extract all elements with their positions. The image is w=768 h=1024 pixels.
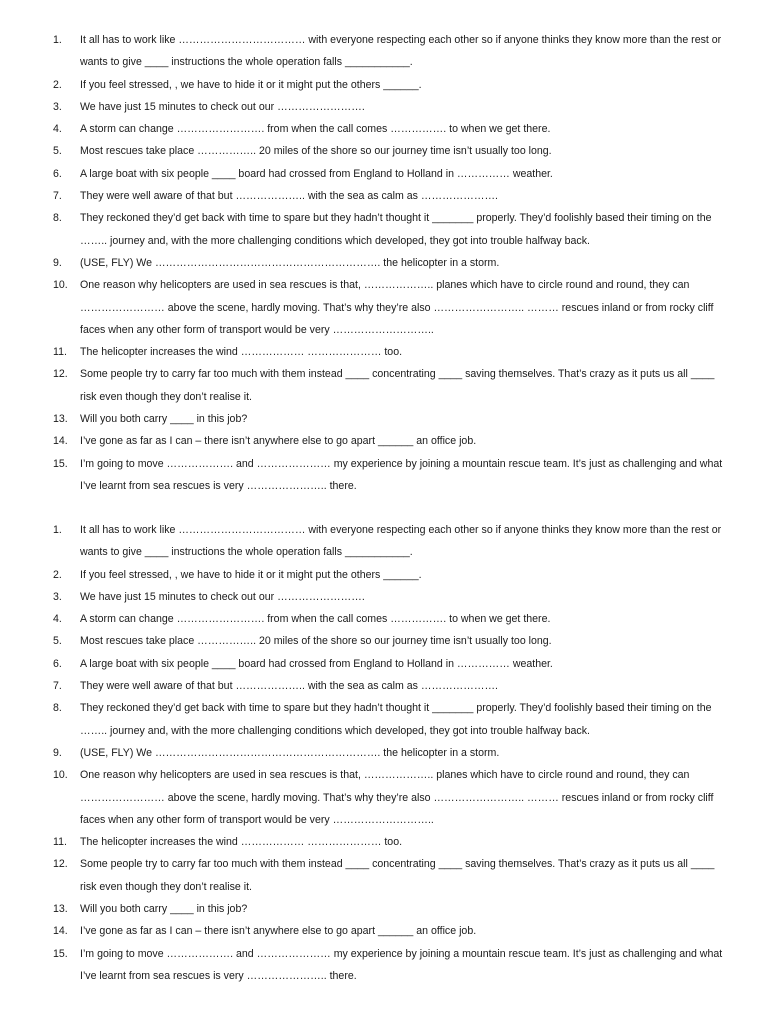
question-text: If you feel stressed, , we have to hide it or it might put the others ______. [80,568,422,581]
question-item [0,453,768,498]
question-number: 4. [53,613,62,626]
question-number: 11. [53,346,67,359]
question-number: 9. [53,746,62,759]
question-item [0,653,768,675]
question-number: 13. [53,903,68,916]
question-text: A storm can change ……………………. from when the call comes ……………. to when we get there. [80,123,551,136]
question-text: I’ve gone as far as I can – there isn’t anywhere else to go apart ______ an office job. [80,435,477,448]
question-item [0,185,768,207]
question-item [0,742,768,764]
question-list [0,29,768,497]
question-item [0,408,768,430]
question-number: 3. [53,590,62,603]
question-number: 3. [53,100,62,113]
question-item [0,118,768,140]
question-text: A large boat with six people ____ board had crossed from England to Holland in …………… weather. [80,167,553,180]
question-text: If you feel stressed, , we have to hide it or it might put the others ______. [80,78,422,91]
question-number: 12. [53,368,68,381]
question-item [0,29,768,74]
question-item [0,764,768,831]
question-item [0,96,768,118]
question-item [0,586,768,608]
question-item [0,898,768,920]
question-text: They were well aware of that but ……………….. with the sea as calm as …………………. [80,680,498,693]
question-number: 15. [53,457,68,470]
question-item [0,943,768,988]
question-number: 5. [53,635,62,648]
question-text: (USE, FLY) We ………………………………………………………. the helicopter in a storm. [80,746,500,759]
question-text: We have just 15 minutes to check out our ……………………. [80,100,365,113]
question-number: 7. [53,680,62,693]
question-item [0,207,768,252]
question-number: 8. [53,212,62,225]
question-text: Some people try to carry far too much with them instead ____ concentrating ____ saving themselves. That’s crazy as it puts us all ____ risk even though they don’t realise it. [80,368,715,403]
question-text: It all has to work like ……………………………… with everyone respecting each other so if anyone thinks they know more than the rest or wants to give ____ instructions the whole operation falls ___________. [80,34,722,69]
question-list [0,519,768,987]
question-item [0,831,768,853]
question-item [0,274,768,341]
question-number: 1. [53,34,62,46]
question-number: 8. [53,702,62,715]
question-number: 9. [53,256,62,269]
question-item [0,519,768,564]
question-item [0,430,768,452]
question-text: The helicopter increases the wind ……………… ………………… too. [80,346,403,359]
question-text: (USE, FLY) We ………………………………………………………. the helicopter in a storm. [80,256,500,269]
question-text: One reason why helicopters are used in sea rescues is that, ……………….. planes which have to circle round and round, they can …………………… above the scene, hardly moving. That’s why they’re also …………………….. ……… rescues inland or from rocky cliff faces when any other form of transport would be very ……………………….. [80,279,714,336]
question-text: A storm can change ……………………. from when the call comes ……………. to when we get there. [80,613,551,626]
question-text: They were well aware of that but ……………….. with the sea as calm as …………………. [80,190,498,203]
question-number: 7. [53,190,62,203]
question-text: They reckoned they’d get back with time to spare but they hadn’t thought it _______ properly. They’d foolishly based their timing on the …….. journey and, with the more challenging conditions which developed, they got into trouble halfway back. [80,702,712,737]
question-text: Most rescues take place …………….. 20 miles of the shore so our journey time isn’t usually too long. [80,635,552,648]
question-number: 11. [53,836,67,849]
question-number: 10. [53,769,68,782]
exercise-copy-1 [0,29,768,497]
question-number: 1. [53,524,62,536]
question-item [0,675,768,697]
question-number: 15. [53,947,68,960]
question-item [0,697,768,742]
question-number: 2. [53,78,62,91]
question-text: It all has to work like ……………………………… with everyone respecting each other so if anyone thinks they know more than the rest or wants to give ____ instructions the whole operation falls ___________. [80,524,722,559]
question-text: I’ve gone as far as I can – there isn’t anywhere else to go apart ______ an office job. [80,925,477,938]
question-text: I’m going to move ………………. and ………………… my experience by joining a mountain rescue team. It’s just as challenging and what I’ve learnt from sea rescues is very ………………….. there. [80,457,723,492]
question-number: 14. [53,925,68,938]
question-number: 2. [53,568,62,581]
question-item [0,252,768,274]
question-text: They reckoned they’d get back with time to spare but they hadn’t thought it _______ properly. They’d foolishly based their timing on the …….. journey and, with the more challenging conditions which developed, they got into trouble halfway back. [80,212,712,247]
question-item [0,341,768,363]
question-number: 13. [53,413,68,426]
question-text: One reason why helicopters are used in sea rescues is that, ……………….. planes which have to circle round and round, they can …………………… above the scene, hardly moving. That’s why they’re also …………………….. ……… rescues inland or from rocky cliff faces when any other form of transport would be very ……………………….. [80,769,714,826]
question-item [0,74,768,96]
question-number: 5. [53,145,62,158]
question-text: We have just 15 minutes to check out our ……………………. [80,590,365,603]
question-text: Most rescues take place …………….. 20 miles of the shore so our journey time isn’t usually too long. [80,145,552,158]
question-number: 4. [53,123,62,136]
question-item [0,564,768,586]
question-item [0,140,768,162]
question-text: Will you both carry ____ in this job? [80,413,248,426]
question-number: 14. [53,435,68,448]
question-text: The helicopter increases the wind ……………… ………………… too. [80,836,403,849]
question-item [0,630,768,652]
question-text: I’m going to move ………………. and ………………… my experience by joining a mountain rescue team. It’s just as challenging and what I’ve learnt from sea rescues is very ………………….. there. [80,947,723,982]
question-number: 10. [53,279,68,292]
question-text: Some people try to carry far too much with them instead ____ concentrating ____ saving themselves. That’s crazy as it puts us all ____ risk even though they don’t realise it. [80,858,715,893]
exercise-copy-2 [0,519,768,987]
question-item [0,363,768,408]
question-number: 12. [53,858,68,871]
question-number: 6. [53,657,62,670]
question-item [0,853,768,898]
question-number: 6. [53,167,62,180]
question-item [0,920,768,942]
question-text: A large boat with six people ____ board had crossed from England to Holland in …………… weather. [80,657,553,670]
question-item [0,608,768,630]
question-item [0,163,768,185]
question-text: Will you both carry ____ in this job? [80,903,248,916]
